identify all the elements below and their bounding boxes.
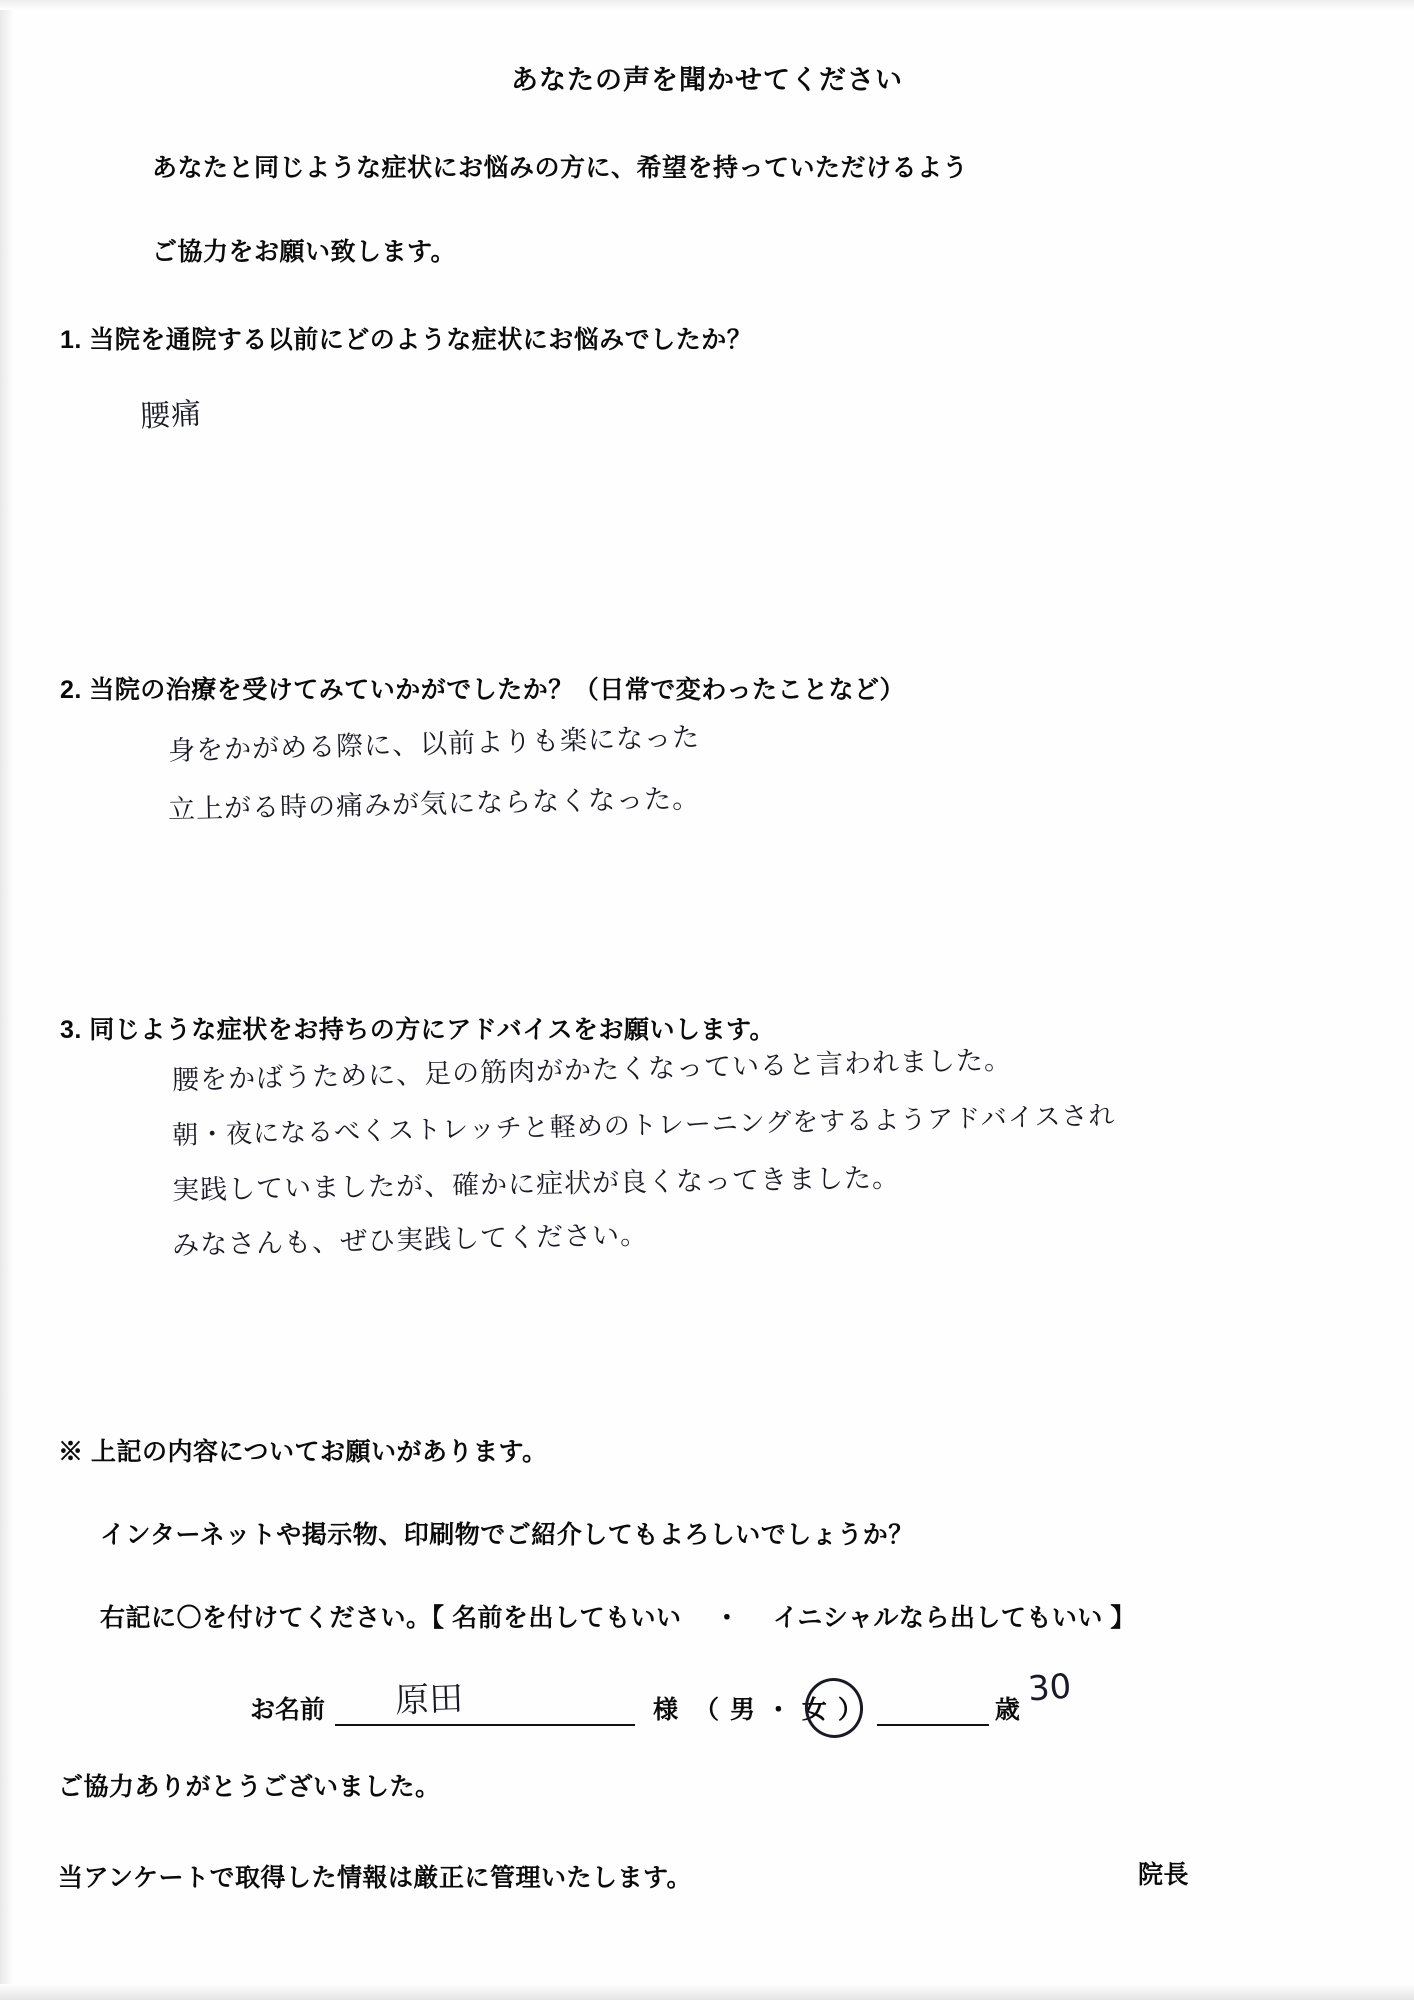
name-field-label: お名前: [250, 1696, 326, 1724]
intro-line-1: あなたと同じような症状にお悩みの方に、希望を持っていただけるよう: [152, 154, 969, 182]
question-1-answer-line-1: 腰痛: [139, 396, 204, 435]
gender-selection-circle-mark: [799, 1672, 870, 1744]
name-handwritten-value: 原田: [394, 1678, 464, 1722]
age-handwritten-value: 30: [1026, 1666, 1073, 1710]
footer-signature: 院長: [1138, 1861, 1190, 1889]
question-3-answer-line-3: 実践していましたが、確かに症状が良くなってきました。: [171, 1162, 901, 1207]
age-unit-label: 歳: [994, 1696, 1020, 1724]
question-3-answer-line-1: 腰をかばうために、足の筋肉がかたくなっていると言われました。: [171, 1044, 1013, 1097]
footer-thanks: ご協力ありがとうございました。: [58, 1773, 441, 1801]
notice-heading: ※ 上記の内容についてお願いがあります。: [58, 1438, 548, 1466]
name-field[interactable]: [335, 1692, 635, 1726]
notice-line-2: 右記に〇を付けてください。【 名前を出してもいい ・ イニシャルなら出してもいい 】: [100, 1604, 1136, 1632]
gender-options[interactable]: （ 男 ・ 女 ）: [694, 1696, 865, 1724]
age-field[interactable]: [877, 1692, 989, 1726]
honorific-label: 様: [653, 1696, 679, 1724]
question-1-label: 1. 当院を通院する以前にどのような症状にお悩みでしたか？: [60, 326, 753, 354]
footer-privacy: 当アンケートで取得した情報は厳正に管理いたします。: [58, 1864, 693, 1892]
question-2-label: 2. 当院の治療を受けてみていかがでしたか？（日常で変わったことなど）: [60, 676, 906, 704]
question-2-answer-line-1: 身をかがめる際に、以前よりも楽になった: [167, 722, 701, 767]
page-title: あなたの声を聞かせてください: [511, 65, 903, 95]
name-row: [250, 1690, 1020, 1726]
question-3-answer-line-4: みなさんも、ぜひ実践してください。: [171, 1219, 649, 1262]
question-3-answer-line-2: 朝・夜になるべくストレッチと軽めのトレーニングをするようアドバイスされ: [171, 1101, 1116, 1151]
question-2-answer-line-2: 立上がる時の痛みが気にならなくなった。: [167, 783, 701, 826]
notice-line-1: インターネットや掲示物、印刷物でご紹介してもよろしいでしょうか？: [100, 1521, 914, 1549]
question-3-label: 3. 同じような症状をお持ちの方にアドバイスをお願いします。: [60, 1016, 776, 1044]
intro-line-2: ご協力をお願い致します。: [152, 238, 457, 266]
